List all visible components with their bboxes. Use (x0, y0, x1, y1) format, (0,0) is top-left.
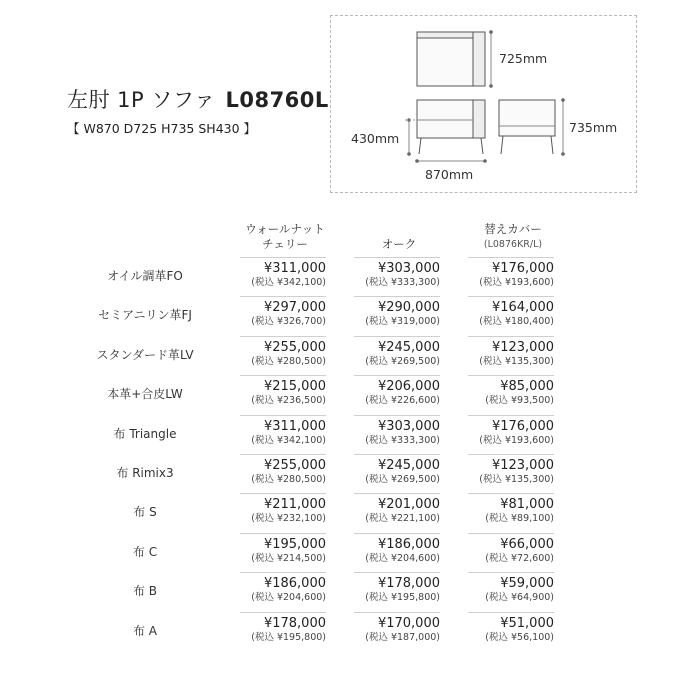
price-cell (354, 375, 440, 414)
price-value: ¥178,000 (263, 615, 326, 631)
table-row (0, 375, 700, 415)
price-cell (468, 572, 554, 611)
dimension-diagram (330, 15, 637, 193)
row-label: 本革+合皮LW (107, 387, 183, 402)
height-label: 735mm (569, 120, 618, 135)
tax-included-price: (税込 ¥135,300) (479, 355, 554, 367)
tax-included-price: (税込 ¥195,800) (251, 631, 326, 643)
price-cell (240, 612, 326, 651)
price-cell (354, 533, 440, 572)
price-value: ¥303,000 (377, 261, 440, 276)
tax-included-price: (税込 ¥326,700) (251, 316, 326, 328)
price-value: ¥211,000 (263, 497, 326, 513)
seat-height-label: 430mm (351, 131, 400, 146)
table-row (0, 533, 700, 573)
price-cell (354, 572, 440, 611)
table-row (0, 572, 700, 612)
price-cell (354, 493, 440, 532)
product-title: 左肘 1P ソファ (67, 88, 216, 112)
price-value: ¥303,000 (377, 418, 440, 434)
price-cell (354, 612, 440, 651)
price-value: ¥255,000 (263, 339, 326, 355)
table-row (0, 612, 700, 652)
row-label: 布 S (133, 505, 157, 520)
row-label: オイル調革FO (107, 269, 183, 283)
price-value: ¥123,000 (491, 458, 554, 473)
row-label: スタンダード革LV (96, 347, 194, 362)
product-dimensions: 【 W870 D725 H735 SH430 】 (67, 121, 257, 136)
tax-included-price: (税込 ¥280,500) (251, 474, 326, 485)
price-value: ¥85,000 (500, 379, 554, 395)
tax-included-price: (税込 ¥226,600) (365, 395, 440, 407)
price-cell (240, 454, 326, 493)
price-cell (468, 612, 554, 651)
tax-included-price: (税込 ¥135,300) (479, 474, 554, 485)
price-cell (468, 375, 554, 414)
price-cell (240, 493, 326, 532)
price-cell (240, 336, 326, 375)
column-header-oak: オーク (381, 237, 417, 251)
depth-label: 725mm (499, 51, 548, 66)
price-value: ¥186,000 (263, 576, 326, 592)
tax-included-price: (税込 ¥232,100) (251, 513, 326, 525)
column-header-cover: 替えカバー (L0876KR/L) (483, 222, 543, 250)
tax-included-price: (税込 ¥269,500) (365, 474, 440, 485)
tax-included-price: (税込 ¥342,100) (251, 434, 326, 446)
tax-included-price: (税込 ¥204,600) (365, 552, 440, 564)
price-cell (468, 533, 554, 572)
product-model: L08760L (225, 88, 329, 112)
table-row (0, 415, 700, 455)
table-row (0, 454, 700, 494)
price-cell (468, 415, 554, 454)
table-row (0, 493, 700, 533)
price-cell (468, 336, 554, 375)
row-label: セミアニリン革FJ (98, 308, 192, 323)
tax-included-price: (税込 ¥193,600) (479, 277, 554, 288)
price-cell (240, 572, 326, 611)
price-value: ¥176,000 (491, 418, 554, 434)
tax-included-price: (税込 ¥342,100) (251, 277, 326, 288)
price-value: ¥59,000 (500, 576, 554, 592)
table-row (0, 257, 700, 297)
sofa-drawing (331, 16, 638, 194)
price-cell (468, 493, 554, 532)
tax-included-price: (税込 ¥93,500) (485, 395, 554, 407)
column-header-walnut-cherry: ウォールナット チェリー (245, 222, 325, 251)
price-value: ¥255,000 (263, 458, 326, 473)
tax-included-price: (税込 ¥333,300) (365, 277, 440, 288)
product-title-line (67, 84, 329, 114)
tax-included-price: (税込 ¥195,800) (365, 592, 440, 604)
row-label: 布 B (132, 584, 158, 599)
price-value: ¥201,000 (377, 497, 440, 513)
price-cell (468, 296, 554, 335)
price-value: ¥206,000 (377, 379, 440, 395)
price-value: ¥164,000 (491, 300, 554, 316)
tax-included-price: (税込 ¥319,000) (365, 316, 440, 328)
price-cell (354, 415, 440, 454)
price-cell (354, 454, 440, 493)
tax-included-price: (税込 ¥236,500) (251, 395, 326, 407)
price-value: ¥66,000 (500, 536, 554, 552)
tax-included-price: (税込 ¥72,600) (485, 552, 554, 564)
tax-included-price: (税込 ¥89,100) (485, 513, 554, 525)
tax-included-price: (税込 ¥187,000) (365, 631, 440, 643)
price-value: ¥290,000 (377, 300, 440, 316)
price-value: ¥195,000 (263, 536, 326, 552)
row-label: 布 A (132, 623, 158, 638)
price-value: ¥186,000 (377, 536, 440, 552)
tax-included-price: (税込 ¥214,500) (251, 552, 326, 564)
tax-included-price: (税込 ¥280,500) (251, 355, 326, 367)
row-label: 布 Triangle (113, 426, 177, 441)
product-header (67, 84, 329, 137)
tax-included-price: (税込 ¥56,100) (485, 631, 554, 643)
price-cell (354, 257, 440, 296)
price-value: ¥245,000 (377, 339, 440, 355)
tax-included-price: (税込 ¥204,600) (251, 592, 326, 604)
price-cell (468, 257, 554, 296)
price-value: ¥245,000 (377, 458, 440, 473)
width-label: 870mm (425, 167, 474, 182)
price-value: ¥81,000 (500, 497, 554, 513)
price-cell (468, 454, 554, 493)
price-value: ¥215,000 (263, 379, 326, 395)
tax-included-price: (税込 ¥64,900) (485, 592, 554, 604)
tax-included-price: (税込 ¥333,300) (365, 434, 440, 446)
table-row (0, 336, 700, 376)
price-value: ¥178,000 (377, 576, 440, 592)
price-cell (240, 533, 326, 572)
tax-included-price: (税込 ¥221,100) (365, 513, 440, 525)
price-cell (240, 375, 326, 414)
price-value: ¥176,000 (491, 261, 554, 276)
tax-included-price: (税込 ¥193,600) (479, 434, 554, 446)
price-value: ¥123,000 (491, 339, 554, 355)
row-label: 布 C (132, 544, 158, 559)
tax-included-price: (税込 ¥269,500) (365, 355, 440, 367)
price-cell (240, 415, 326, 454)
table-row (0, 296, 700, 336)
price-value: ¥51,000 (500, 615, 554, 631)
price-value: ¥297,000 (263, 300, 326, 316)
price-value: ¥311,000 (263, 418, 326, 434)
price-cell (354, 296, 440, 335)
price-cell (354, 336, 440, 375)
price-cell (240, 296, 326, 335)
row-label: 布 Rimix3 (116, 466, 174, 480)
price-value: ¥311,000 (263, 261, 326, 276)
tax-included-price: (税込 ¥180,400) (479, 316, 554, 328)
price-value: ¥170,000 (377, 615, 440, 631)
price-cell (240, 257, 326, 296)
